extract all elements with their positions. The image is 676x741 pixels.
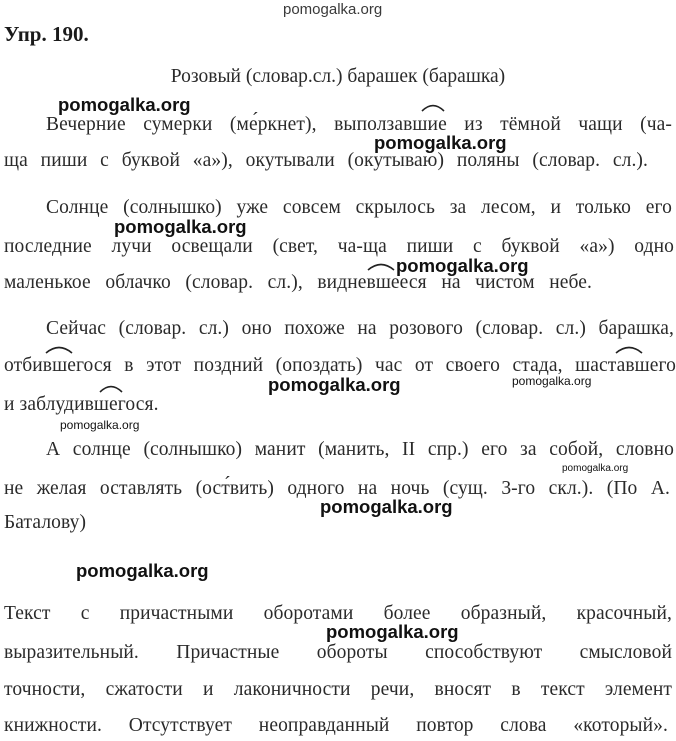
text-title: Розовый (словар.сл.) барашек (барашка) bbox=[170, 66, 506, 87]
watermark: pomogalka.org bbox=[76, 560, 209, 581]
watermark-top: pomogalka.org bbox=[283, 1, 383, 18]
watermark: pomogalka.org bbox=[58, 94, 191, 115]
watermark: pomogalka.org bbox=[326, 621, 459, 642]
conclusion-line-3: точности, сжатости и лаконичности речи, вносят в текст элемент bbox=[4, 679, 672, 700]
watermark: pomogalka.org bbox=[374, 132, 507, 153]
paragraph3-line-3: и заблудившегося. bbox=[4, 394, 159, 415]
root-arc-mark bbox=[420, 100, 446, 112]
paragraph2-line-1: Солнце (солнышко) уже совсем скрылось за лесом, и только его bbox=[46, 197, 672, 218]
conclusion-line-4: книжности. Отсутствует неоправданный повтор слова «который». bbox=[4, 715, 668, 736]
paragraph4-line-2: не желая оставлять (ост́вить) одного на ночь (сущ. 3-го скл.). (По А. bbox=[4, 478, 670, 499]
paragraph4-line-1: А солнце (солнышко) манит (манить, II спр.) его за собой, словно bbox=[46, 439, 674, 460]
conclusion-line-2: выразительный. Причастные обороты способствуют смысловой bbox=[4, 642, 672, 663]
watermark: pomogalka.org bbox=[512, 374, 592, 388]
paragraph1-line-1: Вечерние сумерки (ме́ркнет), выползавшие из тёмной чащи (ча- bbox=[46, 114, 672, 135]
conclusion-line-1: Текст с причастными оборотами более образный, красочный, bbox=[4, 603, 672, 624]
watermark: pomogalka.org bbox=[396, 255, 529, 276]
watermark: pomogalka.org bbox=[114, 216, 247, 237]
paragraph4-line-3: Баталову) bbox=[4, 512, 87, 533]
paragraph2-line-3: маленькое облачко (словар. сл.), видневшееся на чистом небе. bbox=[4, 272, 592, 293]
watermark: pomogalka.org bbox=[268, 374, 401, 395]
paragraph1-line-2: ща пиши с буквой «а»), окутывали (окутываю) поляны (словар. сл.). bbox=[4, 150, 648, 171]
root-arc-mark bbox=[614, 342, 644, 354]
root-arc-mark bbox=[44, 342, 74, 354]
exercise-heading: Упр. 190. bbox=[4, 22, 89, 46]
root-arc-mark bbox=[366, 259, 396, 271]
watermark: pomogalka.org bbox=[320, 496, 453, 517]
paragraph2-line-2: последние лучи освещали (свет, ча-ща пиши с буквой «а») одно bbox=[4, 236, 674, 257]
root-arc-mark bbox=[98, 381, 124, 393]
watermark: pomogalka.org bbox=[60, 418, 140, 432]
watermark: pomogalka.org bbox=[562, 463, 629, 474]
paragraph3-line-2: отбившегося в этот поздний (опоздать) час от своего стада, шаставшего bbox=[4, 355, 676, 376]
paragraph3-line-1: Сейчас (словар. сл.) оно похоже на розового (словар. сл.) барашка, bbox=[46, 318, 674, 339]
